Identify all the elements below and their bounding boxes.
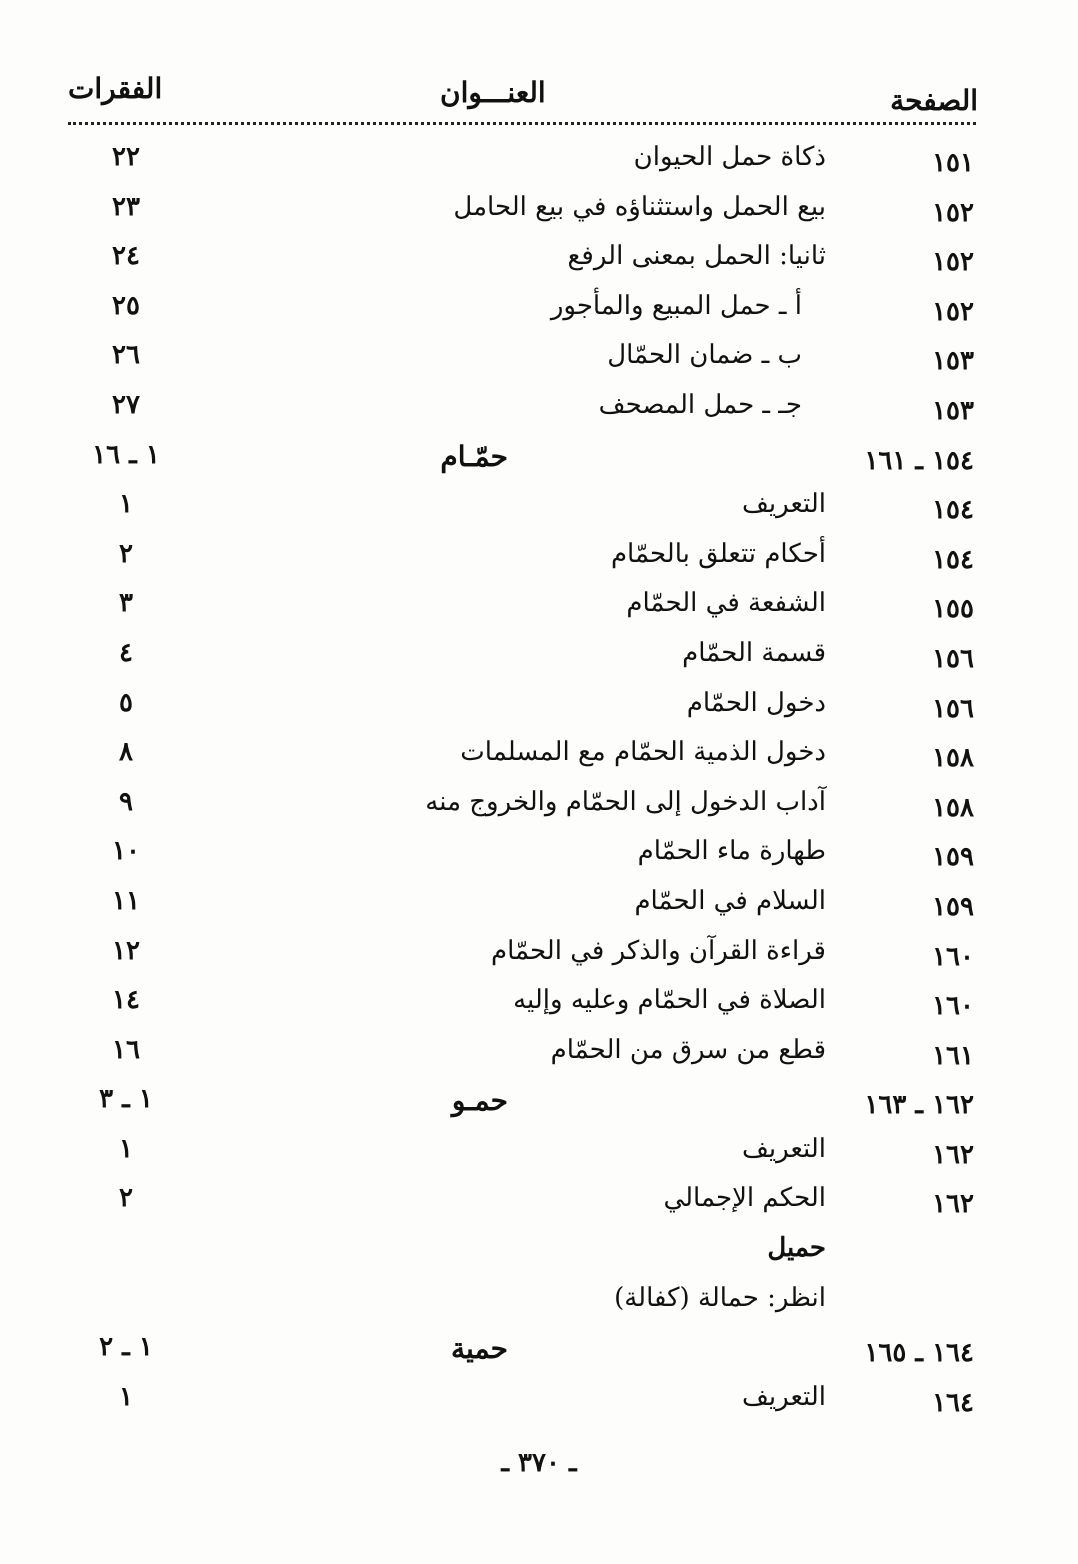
index-row [0, 188, 1078, 238]
entry-title: الحكم الإجمالي [663, 1183, 826, 1214]
entry-paragraphs: ١٠ [112, 836, 140, 867]
entry-title: ذكاة حمل الحيوان [633, 142, 826, 172]
entry-title: انظر: حمالة (كفالة) [614, 1282, 826, 1313]
entry-paragraphs: ٥ [119, 687, 133, 718]
index-row [0, 832, 1078, 882]
entry-page: ١٦٤ ـ ١٦٥ [864, 1338, 974, 1369]
entry-title: جـ ـ حمل المصحف [598, 389, 802, 420]
entry-paragraphs: ١ ـ ١٦ [92, 439, 160, 470]
entry-page: ١٦٢ [932, 1139, 974, 1170]
index-row [0, 684, 1078, 734]
entry-page: ١٥٣ [932, 346, 974, 377]
entry-page: ١٥١ [932, 148, 974, 178]
index-row [0, 733, 1078, 783]
entry-paragraphs: ٢٢ [112, 142, 140, 172]
page-number: ـ ٣٧٠ ـ [501, 1448, 577, 1478]
index-row [0, 1130, 1078, 1180]
index-row [0, 237, 1078, 287]
entry-title: أحكام تتعلق بالحمّام [610, 538, 826, 569]
entry-title: الشفعة في الحمّام [626, 588, 826, 619]
entry-page: ١٥٩ [932, 842, 974, 873]
index-entries [0, 138, 1078, 1427]
index-row [0, 932, 1078, 982]
entry-page: ١٥٥ [932, 594, 974, 625]
entry-paragraphs: ١ [119, 1381, 133, 1412]
entry-title: ثانيا: الحمل بمعنى الرفع [567, 241, 826, 272]
index-row [0, 1279, 1078, 1329]
entry-title: آداب الدخول إلى الحمّام والخروج منه [425, 786, 826, 817]
entry-title: الصلاة في الحمّام وعليه وإليه [513, 985, 826, 1016]
index-heading-row [0, 1328, 1078, 1378]
index-heading-row [0, 436, 1078, 486]
index-row [0, 1031, 1078, 1081]
index-row [0, 981, 1078, 1031]
entry-paragraphs: ٢٤ [112, 241, 140, 272]
entry-page: ١٦٢ ـ ١٦٣ [864, 1090, 974, 1121]
entry-paragraphs: ١ [119, 489, 133, 520]
index-row [0, 1378, 1078, 1428]
entry-title: بيع الحمل واستثناؤه في بيع الحامل [453, 191, 826, 222]
entry-paragraphs: ٢٥ [112, 290, 140, 321]
entry-page: ١٥٨ [932, 792, 974, 823]
entry-paragraphs: ٢ [119, 1183, 133, 1214]
index-row [0, 882, 1078, 932]
entry-title: طهارة ماء الحمّام [637, 836, 826, 867]
index-row [0, 1229, 1078, 1279]
entry-page: ١٥٦ [932, 643, 974, 674]
entry-page: ١٦١ [932, 1040, 974, 1071]
entry-page: ١٥٨ [932, 743, 974, 774]
entry-heading: حمية [451, 1332, 508, 1366]
entry-paragraphs: ٢٣ [112, 191, 140, 222]
entry-title: دخول الحمّام [686, 687, 826, 718]
entry-page: ١٥٤ [932, 544, 974, 575]
title-column-header: العنـــوان [440, 76, 546, 109]
entry-page: ١٦٢ [932, 1189, 974, 1220]
entry-heading: حمـو [451, 1084, 508, 1118]
entry-title: التعريف [741, 489, 826, 520]
paragraphs-column-header: الفقرات [68, 72, 163, 105]
entry-page: ١٥٩ [932, 891, 974, 922]
entry-page: ١٦٤ [932, 1387, 974, 1418]
entry-title: حميل [767, 1233, 826, 1264]
entry-paragraphs: ٤ [119, 637, 133, 668]
index-row [0, 336, 1078, 386]
entry-page: ١٥٣ [932, 395, 974, 426]
index-row [0, 535, 1078, 585]
index-row [0, 287, 1078, 337]
entry-title: قراءة القرآن والذكر في الحمّام [490, 935, 826, 966]
index-row [0, 634, 1078, 684]
entry-paragraphs: ١ [119, 1133, 133, 1164]
entry-paragraphs: ١٢ [112, 935, 140, 966]
entry-title: قسمة الحمّام [682, 637, 826, 668]
index-row [0, 386, 1078, 436]
entry-page: ١٥٤ ـ ١٦١ [864, 445, 974, 476]
entry-title: قطع من سرق من الحمّام [550, 1034, 826, 1065]
entry-page: ١٥٦ [932, 693, 974, 724]
entry-paragraphs: ١ ـ ٣ [99, 1084, 153, 1115]
entry-page: ١٦٠ [932, 941, 974, 972]
entry-title: ب ـ ضمان الحمّال [607, 340, 802, 371]
index-row [0, 138, 1078, 188]
entry-page: ١٥٢ [932, 247, 974, 278]
entry-paragraphs: ١٦ [112, 1034, 140, 1065]
index-row [0, 485, 1078, 535]
index-heading-row [0, 1080, 1078, 1130]
page-column-header: الصفحة [890, 84, 978, 117]
entry-title: السلام في الحمّام [634, 885, 826, 916]
entry-paragraphs: ٩ [119, 786, 133, 817]
entry-title: دخول الذمية الحمّام مع المسلمات [460, 737, 826, 768]
index-row [0, 584, 1078, 634]
entry-page: ١٦٠ [932, 991, 974, 1022]
entry-paragraphs: ١١ [112, 885, 140, 916]
entry-page: ١٥٤ [932, 495, 974, 526]
table-header [60, 72, 978, 120]
entry-heading: حمّـام [440, 439, 508, 473]
entry-paragraphs: ٢٦ [112, 340, 140, 371]
entry-paragraphs: ١ ـ ٢ [99, 1332, 153, 1363]
entry-title: التعريف [741, 1133, 826, 1164]
entry-paragraphs: ٢ [119, 538, 133, 569]
index-row [0, 783, 1078, 833]
entry-paragraphs: ٣ [119, 588, 133, 619]
entry-title: التعريف [741, 1381, 826, 1412]
entry-page: ١٥٢ [932, 197, 974, 228]
entry-paragraphs: ١٤ [112, 985, 140, 1016]
entry-paragraphs: ٢٧ [112, 389, 140, 420]
entry-paragraphs: ٨ [119, 737, 133, 768]
header-dotted-rule [68, 122, 976, 125]
entry-page: ١٥٢ [932, 296, 974, 327]
index-row [0, 1179, 1078, 1229]
entry-title: أ ـ حمل المبيع والمأجور [550, 290, 802, 321]
